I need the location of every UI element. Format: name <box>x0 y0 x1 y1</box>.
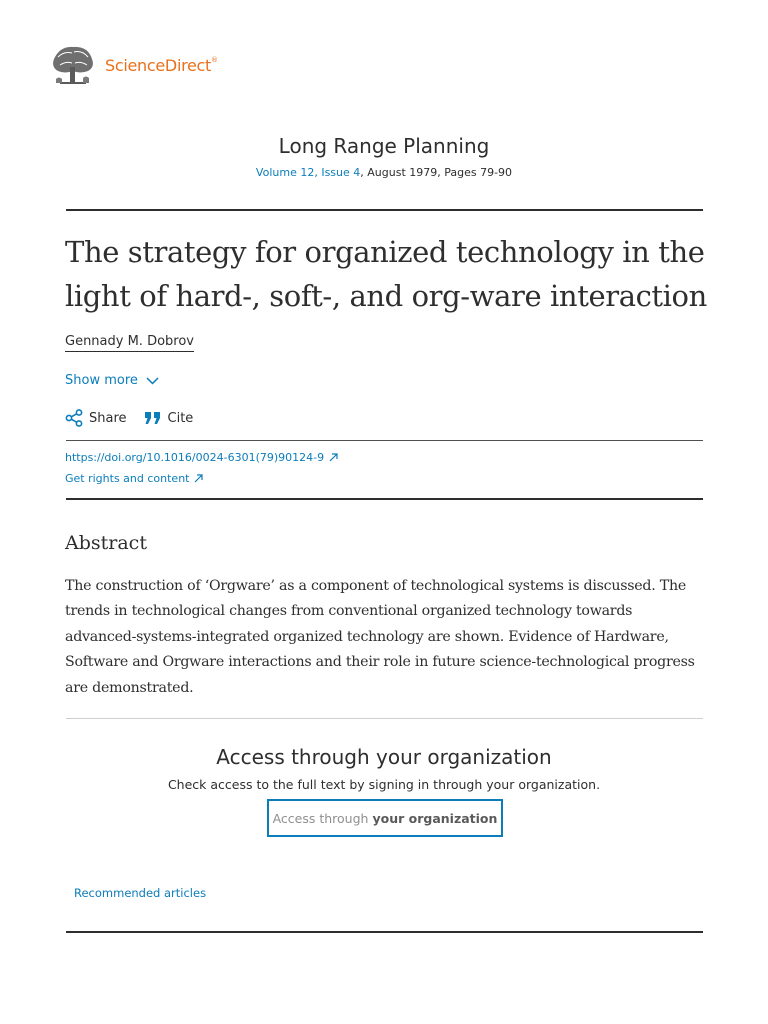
divider-bottom <box>66 931 703 933</box>
access-button-bold: your organization <box>372 810 498 826</box>
issue-info <box>0 166 768 179</box>
cite-label: Cite <box>167 410 194 426</box>
abstract-text: The construction of ‘Orgware’ as a component of technological systems is discussed. The trends in technological changes from conventional organized technology towards advanced-systems-integrated organized technology are shown. Evidence of Hardware, Software and Orgware interactions and their role in future science-technological progress are demonstrated. <box>65 578 695 696</box>
article-actions <box>65 409 210 427</box>
show-more-button[interactable] <box>65 373 159 388</box>
tree-logo-icon[interactable] <box>50 43 96 87</box>
journal-title[interactable]: Long Range Planning <box>278 134 490 158</box>
site-header <box>50 40 218 90</box>
share-label: Share <box>89 410 127 426</box>
share-button[interactable] <box>65 409 127 427</box>
registered-mark: ® <box>211 55 218 64</box>
cite-button[interactable] <box>144 411 194 426</box>
divider-access <box>66 718 703 719</box>
rights-text: Get rights and content <box>65 472 190 485</box>
external-arrow-icon <box>329 453 338 462</box>
doi-text: https://doi.org/10.1016/0024-6301(79)90124-9 <box>65 451 325 464</box>
rights-link[interactable] <box>65 472 203 485</box>
author-link[interactable]: Gennady M. Dobrov <box>65 334 194 352</box>
access-button-prefix: Access through <box>272 810 369 826</box>
doi-link[interactable] <box>65 451 338 464</box>
divider-abstract <box>66 498 703 500</box>
quote-icon <box>144 411 162 425</box>
article-title: The strategy for organized technology in the light of hard-, soft-, and org-ware interaction <box>65 235 707 313</box>
issue-details: , August 1979, Pages 79-90 <box>360 166 513 179</box>
access-organization-button[interactable] <box>267 799 503 837</box>
access-heading: Access through your organization <box>216 745 552 769</box>
recommended-articles-link[interactable]: Recommended articles <box>74 886 207 900</box>
divider-actions <box>66 440 703 441</box>
show-more-label: Show more <box>65 373 138 388</box>
chevron-down-icon <box>146 377 159 385</box>
access-subtext: Check access to the full text by signing in through your organization. <box>167 777 601 792</box>
external-arrow-icon <box>194 474 203 483</box>
abstract-heading: Abstract <box>65 532 147 554</box>
issue-link[interactable]: Volume 12, Issue 4 <box>255 166 361 179</box>
brand-name[interactable]: ScienceDirect® <box>105 55 218 75</box>
divider-top <box>66 209 703 211</box>
share-icon <box>65 409 83 427</box>
